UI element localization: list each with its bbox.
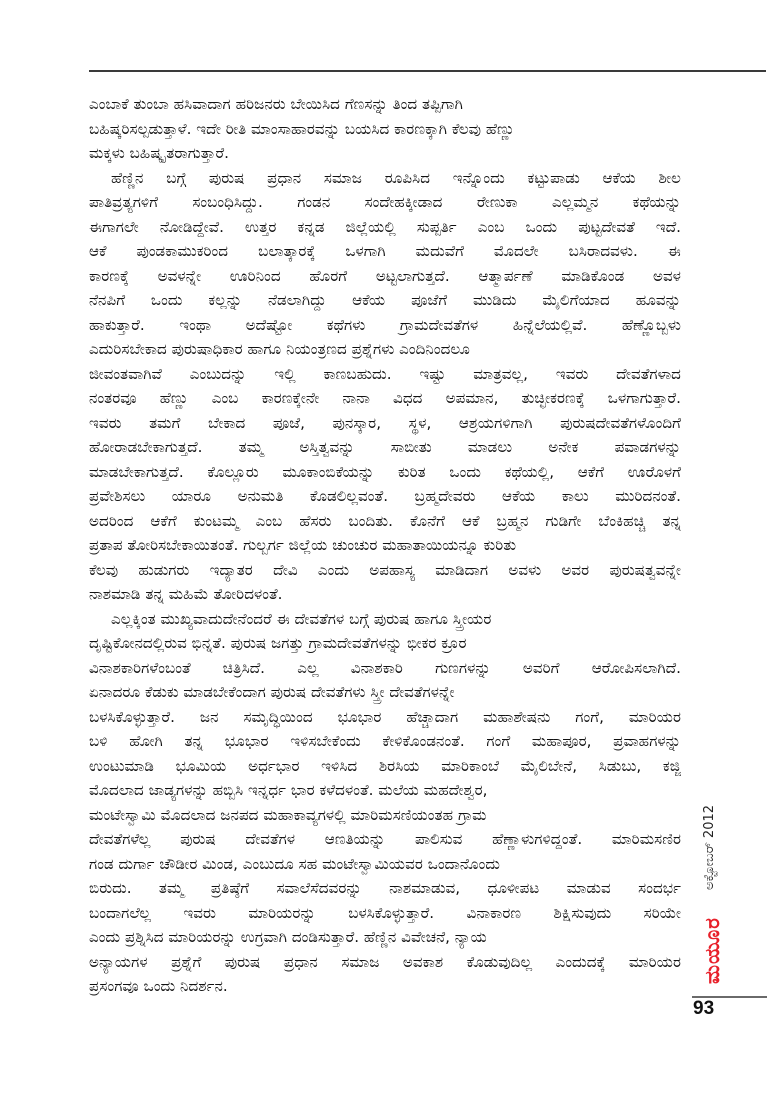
text-line: ಮಾಡಬೇಕಾಗುತ್ತದೆ. ಕೊಲ್ಲೂರು ಮೂಕಾಂಬಿಕೆಯನ್ನು ಕುರಿತ ಒಂದು ಕಥೆಯಲ್ಲಿ, ಆಕೆಗೆ ಊರೊಳಗೆ <box>89 462 681 481</box>
article-body <box>89 92 681 999</box>
text-line: ಹಾಕುತ್ತಾರೆ. ಇಂಥಾ ಅದೆಷ್ಟೋ ಕಥೆಗಳು ಗ್ರಾಮದೇವತೆಗಳ ಹಿನ್ನೆಲೆಯಲ್ಲಿವೆ. ಹೆಣ್ಣೊಬ್ಬಳು <box>89 315 681 334</box>
text-line: ಪ್ರವೇಶಿಸಲು ಯಾರೂ ಅನುಮತಿ ಕೊಡಲಿಲ್ಲವಂತೆ. ಬ್ರಹ್ಮದೇವರು ಆಕೆಯ ಕಾಲು ಮುರಿದನಂತೆ. <box>89 487 681 505</box>
header-rule <box>89 70 766 72</box>
text-line: ಇವರು ತಮಗೆ ಬೇಕಾದ ಪೂಜೆ, ಪುನಸ್ಕಾರ, ಸ್ಥಳ, ಆಶ್ರಯಗಳಿಗಾಗಿ ಪುರುಷದೇವತೆಗಳೊಂದಿಗೆ <box>89 413 681 432</box>
text-line: ಕಾರಣಕ್ಕೆ ಅವಳನ್ನೇ ಊರಿನಿಂದ ಹೊರಗೆ ಅಟ್ಟಲಾಗುತ್ತದೆ. ಆತ್ಮಾರ್ಪಣೆ ಮಾಡಿಕೊಂಡ ಅವಳ <box>89 266 681 285</box>
text-line: ವಿನಾಶಕಾರಿಗಳೆಂಬಂತೆ ಚಿತ್ರಿಸಿದೆ. ಎಲ್ಲ ವಿನಾಶಕಾರಿ ಗುಣಗಳನ್ನು ಅವರಿಗೆ ಆರೋಪಿಸಲಾಗಿದೆ. <box>89 658 681 677</box>
text-line: ಎಂಬಾಕೆ ತುಂಬಾ ಹಸಿವಾದಾಗ ಹರಿಜನರು ಬೇಯಿಸಿದ ಗೆಣಸನ್ನು ತಿಂದ ತಪ್ಪಿಗಾಗಿ <box>89 95 463 113</box>
text-line: ಬಂದಾಗಲೆಲ್ಲ ಇವರು ಮಾರಿಯರನ್ನು ಬಳಸಿಕೊಳ್ಳುತ್ತಾರೆ. ವಿನಾಕಾರಣ ಶಿಕ್ಷಿಸುವುದು ಸರಿಯೇ <box>89 903 681 922</box>
issue-date: ಅಕ್ಟೋಬರ್ 2012 <box>702 804 717 890</box>
text-line: ನಾಶಮಾಡಿ ತನ್ನ ಮಹಿಮೆ ತೋರಿದಳಂತೆ. <box>89 585 283 603</box>
text-line: ಎಂದು ಪ್ರಶ್ನಿಸಿದ ಮಾರಿಯರನ್ನು ಉಗ್ರವಾಗಿ ದಂಡಿಸುತ್ತಾರೆ. ಹೆಣ್ಣಿನ ವಿವೇಚನೆ, ನ್ಯಾಯ <box>89 928 487 946</box>
page-number: 93 <box>693 998 715 1019</box>
text-line: ಬಿರುದು. ತಮ್ಮ ಪ್ರತಿಷ್ಠೆಗೆ ಸವಾಲೆಸೆದವರನ್ನು ನಾಶಮಾಡುವ, ಧೂಳೀಪಟ ಮಾಡುವ ಸಂದರ್ಭ <box>89 879 681 897</box>
text-line: ಗಂಡ ದುರ್ಗಾ ಚೌಡೀರ ಮಿಂಡ, ಎಂಬುದೂ ಸಹ ಮಂಟೇಸ್ವಾಮಿಯವರ ಒಂದಾನೊಂದು <box>89 854 500 873</box>
text-line: ಏನಾದರೂ ಕೆಡುಕು ಮಾಡಬೇಕೆಂದಾಗ ಪುರುಷ ದೇವತೆಗಳು ಸ್ತ್ರೀ ದೇವತೆಗಳನ್ನೇ <box>89 683 455 701</box>
text-line: ಪಾತಿವ್ರತ್ಯಗಳಿಗೆ ಸಂಬಂಧಿಸಿದ್ದು. ಗಂಡನ ಸಂದೇಹಕ್ಕೀಡಾದ ರೇಣುಕಾ ಎಲ್ಲಮ್ಮನ ಕಥೆಯನ್ನು <box>89 193 681 211</box>
text-line: ಆಕೆ ಪುಂಡಕಾಮುಕರಿಂದ ಬಲಾತ್ಕಾರಕ್ಕೆ ಒಳಗಾಗಿ ಮದುವೆಗೆ ಮೊದಲೇ ಬಸಿರಾದವಳು. ಈ <box>89 242 681 260</box>
text-line: ಪ್ರತಾಪ ತೋರಿಸಬೇಕಾಯಿತಂತೆ. ಗುಲ್ಬರ್ಗ ಜಿಲ್ಲೆಯ ಚುಂಚುರ ಮಹಾತಾಯಿಯನ್ನೂ ಕುರಿತು <box>89 536 517 554</box>
text-line: ಮೊದಲಾದ ಜಾಡ್ಯಗಳನ್ನು ಹಬ್ಬಿಸಿ ಇನ್ನರ್ಧ ಭಾರ ಕಳೆದಳಂತೆ. ಮಲೆಯ ಮಹದೇಶ್ವರ, <box>89 781 488 799</box>
text-line: ಮಕ್ಕಳು ಬಹಿಷ್ಕೃತರಾಗುತ್ತಾರೆ. <box>89 144 229 162</box>
text-line: ಅದರಿಂದ ಆಕೆಗೆ ಕುಂಟಮ್ಮ ಎಂಬ ಹೆಸರು ಬಂದಿತು. ಕೊನೆಗೆ ಆಕೆ ಬ್ರಹ್ಮನ ಗುಡಿಗೇ ಬೆಂಕಿಹಚ್ಚಿ ತನ್ನ <box>89 511 681 530</box>
text-line: ಬಹಿಷ್ಕರಿಸಲ್ಪಡುತ್ತಾಳೆ. ಇದೇ ರೀತಿ ಮಾಂಸಾಹಾರವನ್ನು ಬಯಸಿದ ಕಾರಣಕ್ಕಾಗಿ ಕೆಲವು ಹೆಣ್ಣು <box>89 119 515 138</box>
text-line: ಕೆಲವು ಹುಡುಗರು ಇದ್ಯಾತರ ದೇವಿ ಎಂದು ಅಪಹಾಸ್ಯ ಮಾಡಿದಾಗ ಅವಳು ಅವರ ಪುರುಷತ್ವವನ್ನೇ <box>89 560 681 579</box>
text-line: ಪ್ರಸಂಗವೂ ಒಂದು ನಿದರ್ಶನ. <box>89 977 228 995</box>
magazine-logo: ಮಯೂರ <box>700 917 724 984</box>
text-line: ಮಂಟೇಸ್ವಾಮಿ ಮೊದಲಾದ ಜನಪದ ಮಹಾಕಾವ್ಯಗಳಲ್ಲಿ ಮಾರಿಮಸಣಿಯಂತಹ ಗ್ರಾಮ <box>89 805 487 824</box>
text-line: ಎಲ್ಲಕ್ಕಿಂತ ಮುಖ್ಯವಾದುದೇನೆಂದರೆ ಈ ದೇವತೆಗಳ ಬಗ್ಗೆ ಪುರುಷ ಹಾಗೂ ಸ್ತ್ರೀಯರ <box>111 609 492 628</box>
text-line: ದೇವತೆಗಳೆಲ್ಲ ಪುರುಷ ದೇವತೆಗಳ ಆಣತಿಯನ್ನು ಪಾಲಿಸುವ ಹೆಣ್ಣಾಳುಗಳಿದ್ದಂತೆ. ಮಾರಿಮಸಣಿರ <box>89 830 681 848</box>
text-line: ನಂತರವೂ ಹೆಣ್ಣು ಎಂಬ ಕಾರಣಕ್ಕೇನೇ ನಾನಾ ವಿಧದ ಅಪಮಾನ, ತುಚ್ಛೀಕರಣಕ್ಕೆ ಒಳಗಾಗುತ್ತಾರೆ. <box>89 389 681 407</box>
text-line: ನೆನಪಿಗೆ ಒಂದು ಕಲ್ಲನ್ನು ನೆಡಲಾಗಿದ್ದು ಆಕೆಯ ಪೂಜೆಗೆ ಮುಡಿದು ಮೈಲಿಗೆಯಾದ ಹೂವನ್ನು <box>89 291 681 309</box>
text-line: ದೃಷ್ಟಿಕೋನದಲ್ಲಿರುವ ಭಿನ್ನತೆ. ಪುರುಷ ಜಗತ್ತು ಗ್ರಾಮದೇವತೆಗಳನ್ನು ಭೀಕರ ಕ್ರೂರ <box>89 634 467 652</box>
text-line: ಉಂಟುಮಾಡಿ ಭೂಮಿಯ ಅರ್ಧಭಾರ ಇಳಿಸಿದ ಶಿರಸಿಯ ಮಾರಿಕಾಂಬೆ ಮೈಲಿಬೇನೆ, ಸಿಡುಬು, ಕಜ್ಜಿ <box>89 756 681 775</box>
text-line: ಜೀವಂತವಾಗಿವೆ ಎಂಬುದನ್ನು ಇಲ್ಲಿ ಕಾಣಬಹುದು. ಇಷ್ಟು ಮಾತ್ರವಲ್ಲ, ಇವರು ದೇವತೆಗಳಾದ <box>89 364 681 383</box>
text-line: ಹೋರಾಡಬೇಕಾಗುತ್ತದೆ. ತಮ್ಮ ಅಸ್ತಿತ್ವವನ್ನು ಸಾಬೀತು ಮಾಡಲು ಅನೇಕ ಪವಾಡಗಳನ್ನು <box>89 438 681 456</box>
text-line: ಎದುರಿಸಬೇಕಾದ ಪುರುಷಾಧಿಕಾರ ಹಾಗೂ ನಿಯಂತ್ರಣದ ಪ್ರಶ್ನೆಗಳು ಎಂದಿನಿಂದಲೂ <box>89 340 470 358</box>
text-line: ಬಳಿ ಹೋಗಿ ತನ್ನ ಭೂಭಾರ ಇಳಿಸಬೇಕೆಂದು ಕೇಳಿಕೊಂಡನಂತೆ. ಗಂಗೆ ಮಹಾಪೂರ, ಪ್ರವಾಹಗಳನ್ನು <box>89 732 681 750</box>
text-line: ಹೆಣ್ಣಿನ ಬಗ್ಗೆ ಪುರುಷ ಪ್ರಧಾನ ಸಮಾಜ ರೂಪಿಸಿದ ಇನ್ನೊಂದು ಕಟ್ಟುಪಾಡು ಆಕೆಯ ಶೀಲ <box>111 168 681 187</box>
text-line: ಈಗಾಗಲೇ ನೋಡಿದ್ದೇವೆ. ಉತ್ತರ ಕನ್ನಡ ಜಿಲ್ಲೆಯಲ್ಲಿ ಸುಪ್ಪರ್ತಿ ಎಂಬ ಒಂದು ಪುಟ್ಟದೇವತೆ ಇದೆ. <box>89 217 681 236</box>
text-line: ಬಳಸಿಕೊಳ್ಳುತ್ತಾರೆ. ಜನ ಸಮೃದ್ಧಿಯಿಂದ ಭೂಭಾರ ಹೆಚ್ಚಾದಾಗ ಮಹಾಶೇಷನು ಗಂಗೆ, ಮಾರಿಯರ <box>89 707 681 726</box>
text-line: ಅನ್ಯಾಯಗಳ ಪ್ರಶ್ನೆಗೆ ಪುರುಷ ಪ್ರಧಾನ ಸಮಾಜ ಅವಕಾಶ ಕೊಡುವುದಿಲ್ಲ ಎಂದುದಕ್ಕೆ ಮಾರಿಯರ <box>89 952 681 971</box>
